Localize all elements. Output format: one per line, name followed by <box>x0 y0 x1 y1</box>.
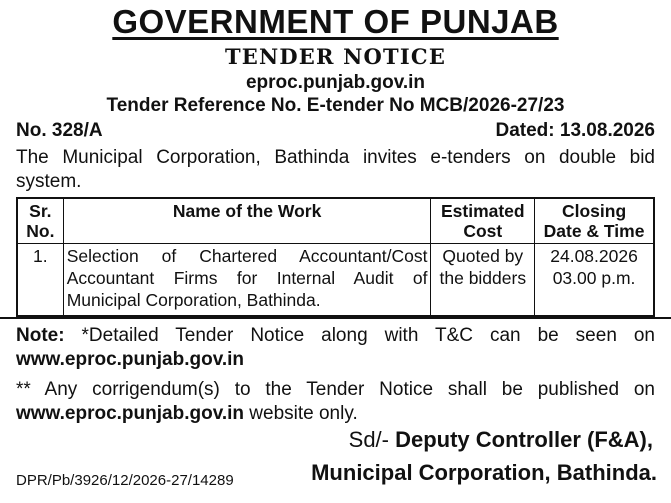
note-link[interactable]: www.eproc.punjab.gov.in <box>16 349 245 370</box>
note-label: Note: <box>16 325 65 346</box>
corrigendum-paragraph: ** Any corrigendum(s) to the Tender Notice shall be published on www.eproc.punjab.gov.in website only. <box>16 379 655 424</box>
intro-paragraph: The Municipal Corporation, Bathinda invites e-tenders on double bid system. <box>16 147 655 192</box>
tender-table <box>16 197 655 317</box>
notice-date: Dated: 13.08.2026 <box>495 120 655 141</box>
cell-cost: Quoted by the bidders <box>431 244 535 317</box>
header-closing: Closing Date & Time <box>535 198 654 244</box>
corrigendum-link[interactable]: www.eproc.punjab.gov.in <box>16 403 245 424</box>
header-work: Name of the Work <box>63 198 431 244</box>
table-header-row <box>17 198 654 244</box>
cell-sr: 1. <box>17 244 63 317</box>
cell-closing: 24.08.2026 03.00 p.m. <box>535 244 654 317</box>
signature-office: Municipal Corporation, Bathinda. <box>311 460 657 485</box>
note-paragraph: Note: *Detailed Tender Notice along with T&C can be seen on www.eproc.punjab.gov.in <box>16 325 655 370</box>
signature-designation: Sd/- Deputy Controller (F&A), <box>348 427 653 452</box>
notice-subtitle: TENDER NOTICE <box>224 44 447 69</box>
header-cost: Estimated Cost <box>431 198 535 244</box>
table-row <box>17 244 654 317</box>
notice-number: No. 328/A <box>16 120 103 141</box>
header-sr: Sr. No. <box>17 198 63 244</box>
number-date-row <box>16 120 655 142</box>
dpr-number: DPR/Pb/3926/12/2026-27/14289 <box>16 472 234 489</box>
cell-work: Selection of Chartered Accountant/Cost Accountant Firms for Internal Audit of Municipal Corporation, Bathinda. <box>63 244 431 317</box>
website-line: eproc.punjab.gov.in <box>245 72 426 93</box>
tender-reference: Tender Reference No. E-tender No MCB/2026-27/23 <box>106 95 565 116</box>
section-divider <box>0 317 671 319</box>
notice-title: GOVERNMENT OF PUNJAB <box>112 3 559 40</box>
notes-section <box>16 324 655 426</box>
